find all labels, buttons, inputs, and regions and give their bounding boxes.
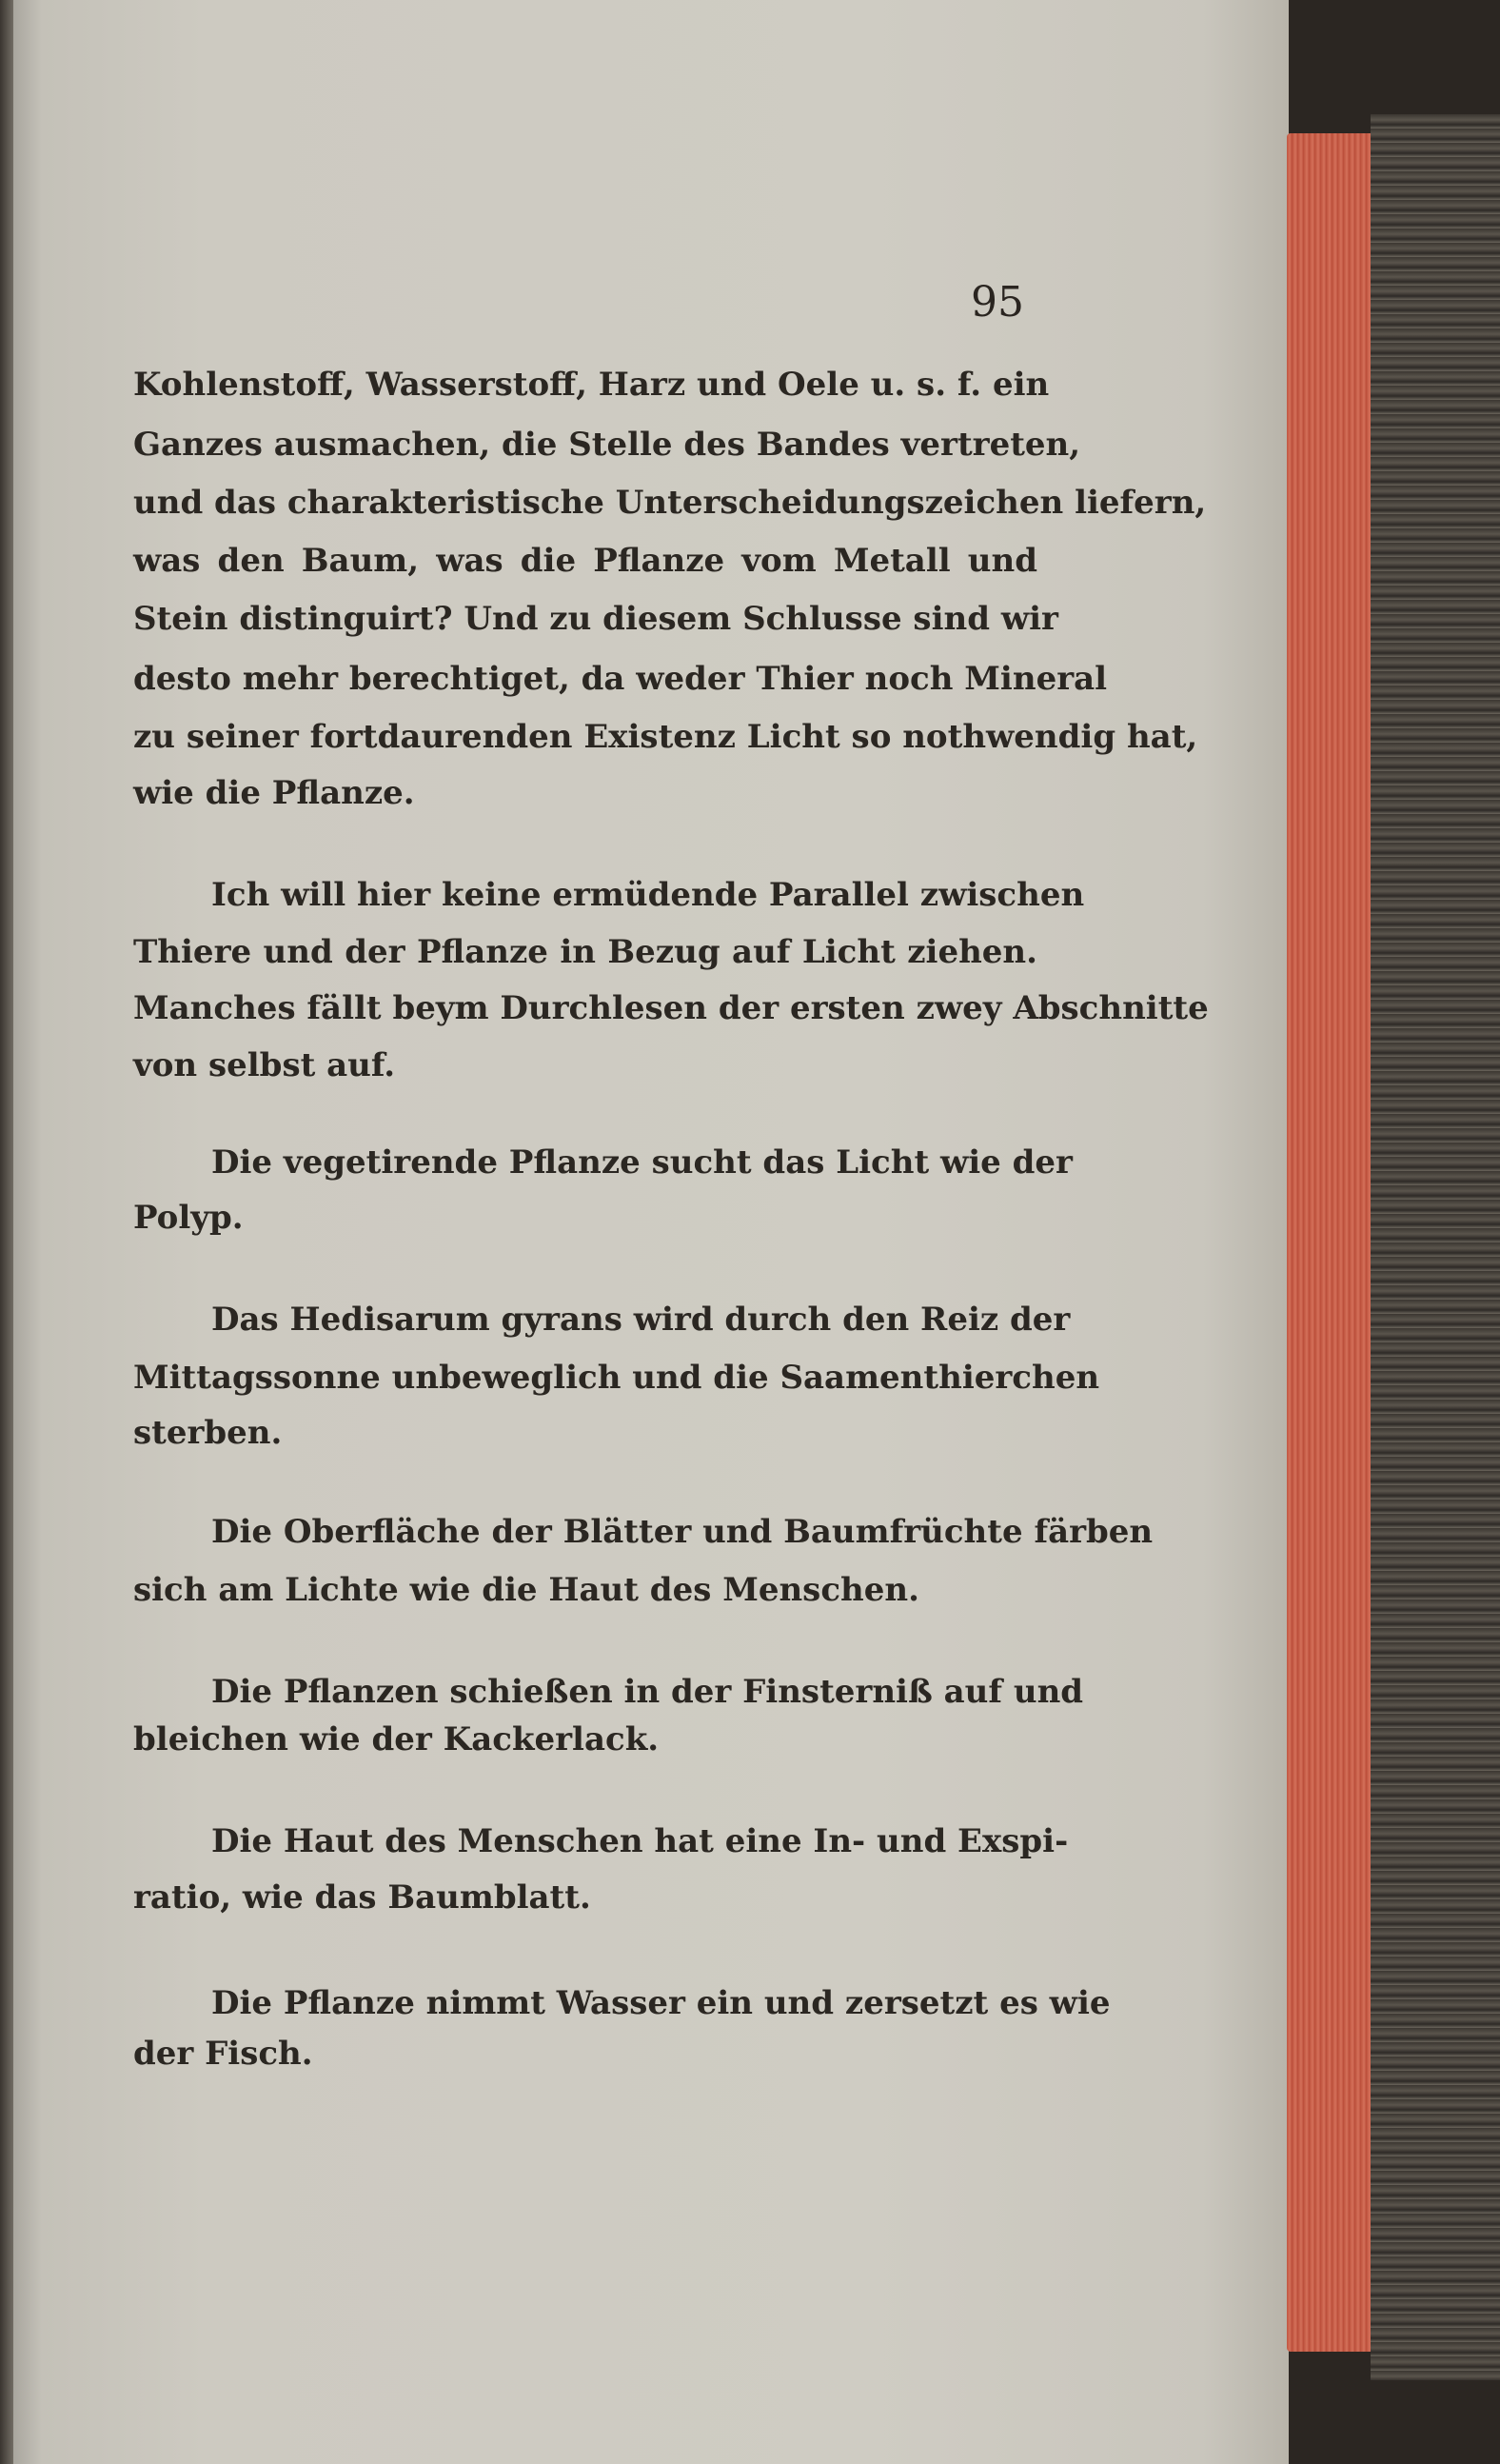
text-line: Das Hedisarum gyrans wird durch den Reiz der	[211, 1301, 1071, 1339]
text-line: Ich will hier keine ermüdende Parallel zwischen	[211, 876, 1085, 914]
text-line: Die Haut des Menschen hat eine In- und Exspi-	[211, 1822, 1069, 1860]
text-line: von selbst auf.	[133, 1046, 396, 1084]
text-line: Mittagssonne unbeweglich und die Saamenthierchen	[133, 1359, 1100, 1397]
page-number: 95	[971, 278, 1024, 327]
text-line: was den Baum, was die Pflanze vom Metall und	[133, 542, 1037, 580]
text-line: Die Pflanze nimmt Wasser ein und zersetzt es wie	[211, 1984, 1111, 2022]
text-line: Manches fällt beym Durchlesen der ersten zwey Abschnitte	[133, 989, 1209, 1027]
text-line: Stein distinguirt? Und zu diesem Schlusse sind wir	[133, 600, 1058, 638]
text-line: Ganzes ausmachen, die Stelle des Bandes vertreten,	[133, 426, 1081, 464]
text-line: desto mehr berechtiget, da weder Thier noch Mineral	[133, 660, 1108, 698]
text-line: zu seiner fortdaurenden Existenz Licht so nothwendig hat,	[133, 718, 1198, 756]
red-page-edges	[1287, 133, 1382, 2352]
text-line: Polyp.	[133, 1199, 244, 1237]
text-line: sich am Lichte wie die Haut des Menschen.	[133, 1571, 919, 1609]
text-line: wie die Pflanze.	[133, 774, 415, 812]
text-line: bleichen wie der Kackerlack.	[133, 1720, 660, 1759]
text-line: Die Oberfläche der Blätter und Baumfrüchte färben	[211, 1513, 1154, 1551]
text-line: und das charakteristische Unterscheidungszeichen liefern,	[133, 484, 1207, 522]
text-line: Thiere und der Pflanze in Bezug auf Licht ziehen.	[133, 933, 1037, 971]
text-line: der Fisch.	[133, 2035, 313, 2073]
text-line: sterben.	[133, 1414, 283, 1452]
book-binding	[1371, 114, 1500, 2380]
text-line: Kohlenstoff, Wasserstoff, Harz und Oele u. s. f. ein	[133, 366, 1050, 404]
text-line: Die vegetirende Pflanze sucht das Licht wie der	[211, 1143, 1073, 1182]
text-line: Die Pflanzen schießen in der Finsterniß auf und	[211, 1673, 1084, 1711]
text-line: ratio, wie das Baumblatt.	[133, 1878, 591, 1917]
